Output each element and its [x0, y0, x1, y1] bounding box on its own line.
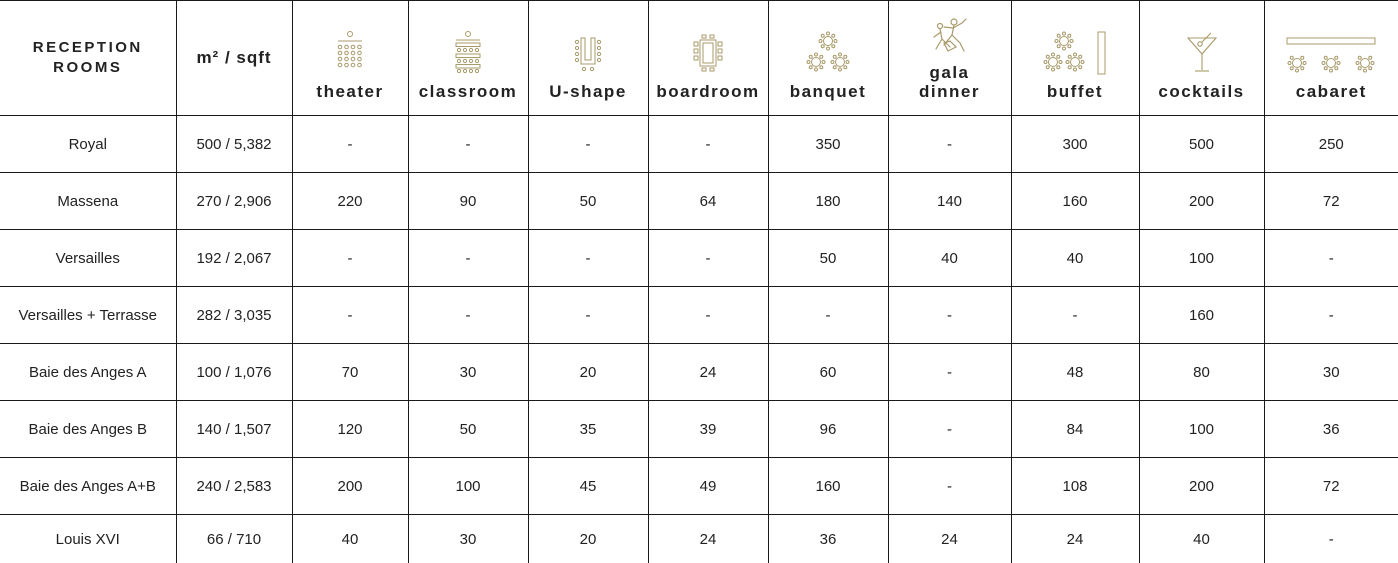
capacity-cell-u-shape: - [528, 116, 648, 173]
capacity-cell-theater: 200 [292, 458, 408, 515]
capacity-cell-gala-dinner: 40 [888, 230, 1011, 287]
table-row [0, 458, 1398, 515]
room-area-cell: 66 / 710 [176, 515, 292, 563]
room-area-cell: 100 / 1,076 [176, 344, 292, 401]
capacity-cell-banquet: 350 [768, 116, 888, 173]
column-label-u-shape: U-shape [549, 82, 627, 101]
capacity-cell-banquet: 180 [768, 173, 888, 230]
column-head-cocktails [1139, 1, 1264, 116]
table-row [0, 344, 1398, 401]
title-line-1: RECEPTION [0, 38, 176, 58]
capacity-cell-u-shape: 20 [528, 515, 648, 563]
capacity-cell-cocktails: 100 [1139, 401, 1264, 458]
table-row [0, 116, 1398, 173]
capacity-cell-classroom: 100 [408, 458, 528, 515]
room-area-cell: 282 / 3,035 [176, 287, 292, 344]
capacity-cell-buffet: 160 [1011, 173, 1139, 230]
table-row [0, 515, 1398, 563]
capacity-cell-cocktails: 200 [1139, 173, 1264, 230]
capacity-cell-theater: - [292, 116, 408, 173]
capacity-cell-theater: 40 [292, 515, 408, 563]
capacity-cell-classroom: - [408, 230, 528, 287]
capacity-cell-banquet: 96 [768, 401, 888, 458]
banquet-layout-icon [804, 30, 852, 76]
table-row [0, 401, 1398, 458]
column-head-classroom [408, 1, 528, 116]
boardroom-layout-icon [691, 30, 725, 76]
capacity-cell-cocktails: 160 [1139, 287, 1264, 344]
capacity-cell-banquet: 50 [768, 230, 888, 287]
column-label-cabaret: cabaret [1296, 82, 1367, 101]
column-head-cabaret [1264, 1, 1398, 116]
cabaret-layout-icon [1283, 36, 1379, 76]
capacity-cell-boardroom: - [648, 287, 768, 344]
capacity-cell-boardroom: 64 [648, 173, 768, 230]
capacity-cell-buffet: 300 [1011, 116, 1139, 173]
capacity-cell-gala-dinner: - [888, 116, 1011, 173]
room-area-cell: 192 / 2,067 [176, 230, 292, 287]
capacity-cell-cocktails: 100 [1139, 230, 1264, 287]
capacity-cell-classroom: 90 [408, 173, 528, 230]
capacity-cell-u-shape: - [528, 287, 648, 344]
room-name-cell: Baie des Anges A [0, 344, 176, 401]
column-head-theater [292, 1, 408, 116]
capacity-cell-boardroom: - [648, 116, 768, 173]
capacity-cell-cabaret: - [1264, 230, 1398, 287]
capacity-cell-u-shape: 35 [528, 401, 648, 458]
capacity-cell-classroom: - [408, 116, 528, 173]
capacity-cell-boardroom: 39 [648, 401, 768, 458]
capacity-cell-cabaret: 30 [1264, 344, 1398, 401]
capacity-cell-gala-dinner: 140 [888, 173, 1011, 230]
capacity-cell-theater: - [292, 287, 408, 344]
column-label-classroom: classroom [419, 82, 518, 101]
column-label-gala-line-1: gala [929, 63, 969, 82]
capacity-cell-gala-dinner: - [888, 287, 1011, 344]
column-head-buffet [1011, 1, 1139, 116]
capacity-cell-cabaret: 250 [1264, 116, 1398, 173]
column-label-banquet: banquet [790, 82, 867, 101]
capacity-cell-classroom: 30 [408, 344, 528, 401]
room-name-cell: Massena [0, 173, 176, 230]
column-head-u-shape [528, 1, 648, 116]
room-name-cell: Baie des Anges A+B [0, 458, 176, 515]
capacity-cell-u-shape: 45 [528, 458, 648, 515]
capacity-cell-theater: 120 [292, 401, 408, 458]
capacity-cell-cabaret: 72 [1264, 458, 1398, 515]
room-name-cell: Versailles + Terrasse [0, 287, 176, 344]
capacity-cell-boardroom: 24 [648, 344, 768, 401]
capacity-cell-buffet: 48 [1011, 344, 1139, 401]
capacity-cell-u-shape: - [528, 230, 648, 287]
table-row [0, 287, 1398, 344]
column-label-buffet: buffet [1047, 82, 1103, 101]
room-area-cell: 500 / 5,382 [176, 116, 292, 173]
capacity-cell-cabaret: - [1264, 515, 1398, 563]
capacity-cell-cocktails: 500 [1139, 116, 1264, 173]
capacity-cell-classroom: 30 [408, 515, 528, 563]
capacity-cell-cabaret: - [1264, 287, 1398, 344]
column-head-boardroom [648, 1, 768, 116]
capacity-cell-cocktails: 200 [1139, 458, 1264, 515]
capacity-cell-banquet: 60 [768, 344, 888, 401]
capacity-cell-theater: 70 [292, 344, 408, 401]
buffet-layout-icon [1042, 30, 1108, 76]
capacity-cell-u-shape: 50 [528, 173, 648, 230]
column-label-cocktails: cocktails [1158, 82, 1244, 101]
header-row [0, 1, 1398, 116]
theater-layout-icon [335, 30, 365, 76]
capacity-cell-cocktails: 80 [1139, 344, 1264, 401]
table-body [0, 116, 1398, 563]
capacity-cell-boardroom: 24 [648, 515, 768, 563]
room-area-cell: 270 / 2,906 [176, 173, 292, 230]
gala-dinner-icon [930, 17, 970, 57]
capacity-cell-cocktails: 40 [1139, 515, 1264, 563]
table-row [0, 173, 1398, 230]
room-name-cell: Versailles [0, 230, 176, 287]
room-name-cell: Baie des Anges B [0, 401, 176, 458]
capacity-cell-classroom: 50 [408, 401, 528, 458]
capacity-cell-gala-dinner: - [888, 344, 1011, 401]
room-area-cell: 140 / 1,507 [176, 401, 292, 458]
column-label-theater: theater [316, 82, 383, 101]
cocktail-glass-icon [1185, 32, 1219, 76]
column-head-gala-dinner [888, 1, 1011, 116]
capacity-cell-cabaret: 36 [1264, 401, 1398, 458]
capacity-cell-gala-dinner: - [888, 401, 1011, 458]
column-head-banquet [768, 1, 888, 116]
capacity-cell-banquet: 36 [768, 515, 888, 563]
table-row [0, 230, 1398, 287]
capacity-cell-gala-dinner: 24 [888, 515, 1011, 563]
room-area-cell: 240 / 2,583 [176, 458, 292, 515]
capacity-cell-buffet: - [1011, 287, 1139, 344]
capacity-cell-buffet: 84 [1011, 401, 1139, 458]
capacity-cell-buffet: 40 [1011, 230, 1139, 287]
u-shape-layout-icon [573, 30, 603, 76]
capacity-cell-cabaret: 72 [1264, 173, 1398, 230]
capacity-cell-u-shape: 20 [528, 344, 648, 401]
column-label-boardroom: boardroom [656, 82, 759, 101]
capacity-cell-theater: - [292, 230, 408, 287]
room-name-cell: Louis XVI [0, 515, 176, 563]
capacity-cell-gala-dinner: - [888, 458, 1011, 515]
capacity-cell-classroom: - [408, 287, 528, 344]
column-label-gala-line-2: dinner [919, 82, 980, 101]
capacity-cell-boardroom: 49 [648, 458, 768, 515]
room-name-cell: Royal [0, 116, 176, 173]
capacity-cell-banquet: - [768, 287, 888, 344]
capacity-cell-buffet: 108 [1011, 458, 1139, 515]
area-heading: m² / sqft [176, 1, 292, 116]
title-line-2: ROOMS [0, 58, 176, 78]
capacity-cell-theater: 220 [292, 173, 408, 230]
classroom-layout-icon [453, 30, 483, 76]
capacity-cell-buffet: 24 [1011, 515, 1139, 563]
reception-rooms-heading [0, 1, 176, 116]
capacity-cell-banquet: 160 [768, 458, 888, 515]
capacity-cell-boardroom: - [648, 230, 768, 287]
